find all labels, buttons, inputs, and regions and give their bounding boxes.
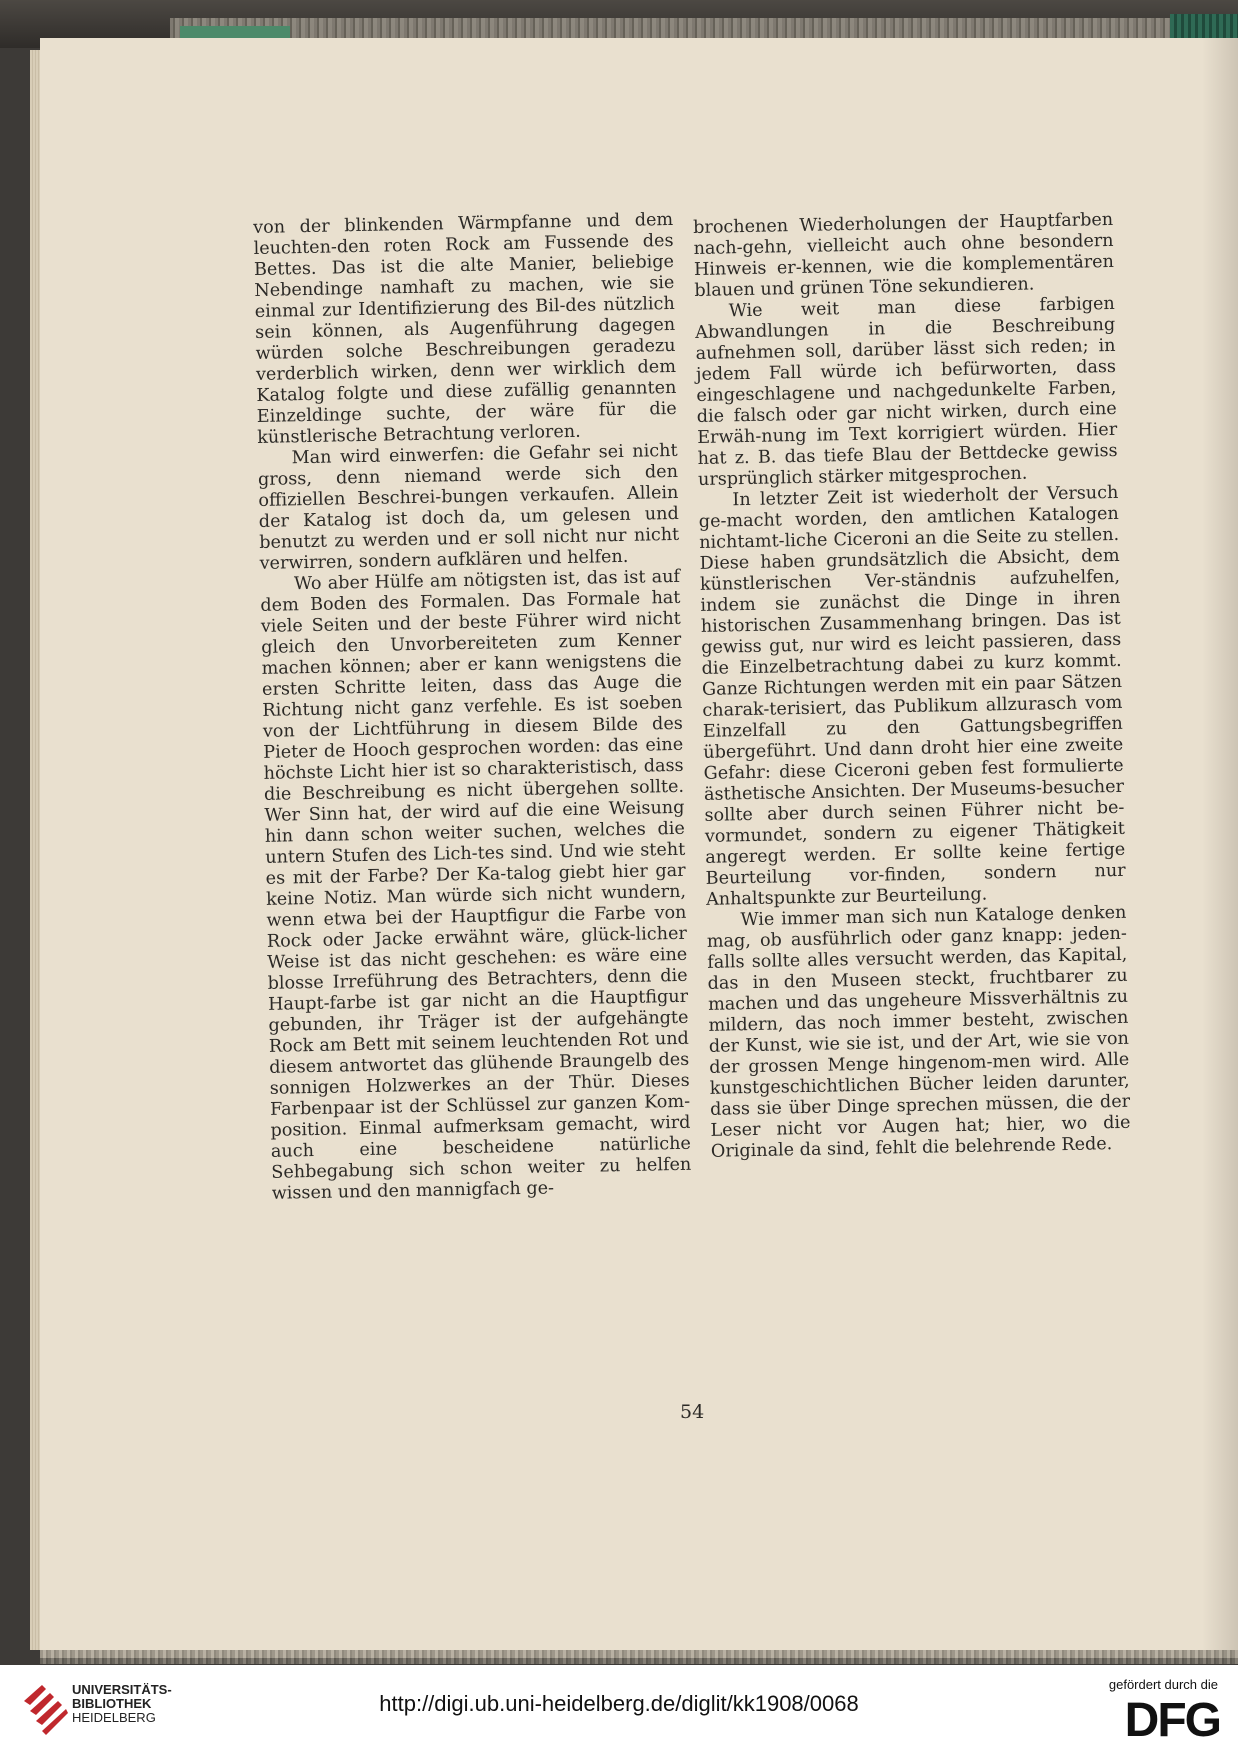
paragraph-left-3: Wo aber Hülfe am nötigsten ist, das ist auf dem Boden des Formalen. Das Formale hat viele Seiten und der beste Führer wird nicht gleich den Unvorbereiteten zum Kenner machen können; aber er kann wenigstens die ersten Schritte leiten, dass das Auge die Richtung nicht ganz verfehle. Es ist soeben von der Lichtführung in diesem Bilde des Pieter de Hooch gesprochen worden: das eine höchste Licht hier ist so charakteristisch, dass die Beschreibung es nicht übergehen sollte. Wer Sinn hat, der wird auf die eine Weisung hin dann schon weiter suchen, welches die untern Stufen des Lich-tes sind. Und wie steht es mit der Farbe? Der Ka-talog giebt hier gar keine Notiz. Man würde sich nicht wundern, wenn etwa bei der Hauptfigur die Farbe von Rock oder Jacke erwähnt wäre, glück-licher Weise ist das nicht geschehen: es wäre eine blosse Irreführung des Betrachters, denn die Haupt-farbe ist gar nicht an die Hauptfigur gebunden, ihr Träger ist der aufgehängte Rock am Bett mit seinem leuchtenden Rot und diesem antwortet das glühende Braungelb des sonnigen Holzwerkes an der Thür. Dieses Farbenpaar ist der Schlüssel zur ganzen Kom-position. Einmal aufmerksam gemacht, wird auch eine bescheidene natürliche Sehbegabung sich schon weiter zu helfen wissen und den mannigfach ge- bbox=[260, 566, 692, 1204]
library-name-line1: UNIVERSITÄTS- bbox=[72, 1682, 172, 1697]
top-binding-band bbox=[170, 18, 1170, 38]
paragraph-right-3: In letzter Zeit ist wiederholt der Versuch ge-macht worden, den amtlichen Katalogen nichtamt-liche Ciceroni an die Seite zu stellen. Diese haben grundsätzlich die Absicht, dem künstlerischen Ver-ständnis aufzuhelfen, indem sie zunächst die Dinge in ihren historischen Zusammenhang bringen. Das ist gewiss gut, nur wird es leicht passieren, dass die Einzelbetrachtung dabei zu kurz kommt. Ganze Richtungen werden mit ein paar Sätzen charak-terisiert, das Publikum allzurasch vom Einzelfall zu den Gattungsbegriffen übergeführt. Und dann droht hier eine zweite Gefahr: diese Ciceroni geben fest formulierte ästhetische Ansichten. Der Museums-besucher sollte aber durch seinen Führer nicht be-vormundet, sondern zu eigener Thätigkeit angeregt werden. Er sollte keine fertige Beurteilung vor-finden, sondern nur Anhaltspunkte zur Beurteilung. bbox=[698, 482, 1126, 910]
funding-label: gefördert durch die bbox=[1108, 1677, 1218, 1692]
paragraph-right-2: Wie weit man diese farbigen Abwandlungen in die Beschreibung aufnehmen soll, darüber lässt sich reden; in jedem Fall würde ich befürworten, dass eingeschlagene und nachgedunkelte Farben, die falsch oder gar nicht wirken, durch eine Erwäh-nung im Text korrigiert würden. Hier hat z. B. das tiefe Blau der Bettdecke gewiss ursprünglich stärker mitgesprochen. bbox=[695, 293, 1118, 490]
library-name-line2: BIBLIOTHEK bbox=[72, 1696, 152, 1711]
paragraph-left-1: von der blinkenden Wärmpfanne und dem leuchten-den roten Rock am Fussende des Bettes. Das ist die alte Manier, beliebige Nebendinge namhaft zu machen, wie sie einmal zur Identifizierung des Bil-des nützlich sein können, als Augenführung dagegen würden solche Beschreibungen geradezu verderblich wirken, denn wer wirklich dem Katalog folgte und diese zufällig genannten Einzeldinge suchte, der wäre für die künstlerische Betrachtung verloren. bbox=[253, 209, 677, 448]
permalink-url[interactable]: http://digi.ub.uni-heidelberg.de/diglit/kk1908/0068 bbox=[379, 1691, 859, 1716]
footer-bar bbox=[0, 1665, 1238, 1753]
left-text-column bbox=[253, 210, 692, 1205]
page-number: 54 bbox=[680, 1401, 705, 1423]
paragraph-right-1: brochenen Wiederholungen der Hauptfarben nach-gehn, vielleicht auch ohne besondern Hinweis er-kennen, wie die komplementären blauen und grünen Töne sekundieren. bbox=[693, 209, 1115, 301]
top-green-strip bbox=[180, 26, 290, 38]
bottom-binding-band bbox=[40, 1650, 1238, 1664]
gutter-shadow bbox=[1202, 38, 1238, 1658]
paragraph-left-2: Man wird einwerfen: die Gefahr sei nicht gross, denn niemand werde sich den offiziellen Beschrei-bungen verkaufen. Allein der Katalog ist doch da, um gelesen und benutzt zu werden und er soll nicht nur nicht verwirren, sondern aufklären und helfen. bbox=[257, 440, 680, 574]
paragraph-right-4: Wie immer man sich nun Kataloge denken mag, ob ausführlich oder ganz knapp: jeden-falls sollte alles versucht werden, das Kapital, das in den Museen steckt, fruchtbarer zu machen und das ungeheure Missverhältnis zu mildern, das noch immer besteht, zwischen der Kunst, wie sie ist, und der Art, wie sie von der grossen Menge hingenom-men wird. Alle kunstgeschichtlichen Bücher leiden darunter, dass sie über Dinge sprechen müssen, die der Leser nicht vor Augen hat; hier, wo die Originale da sind, fehlt die belehrende Rede. bbox=[706, 902, 1131, 1162]
dfg-logo: DFG bbox=[1124, 1694, 1220, 1747]
library-name-line3: HEIDELBERG bbox=[72, 1710, 156, 1725]
right-text-column bbox=[693, 210, 1131, 1163]
